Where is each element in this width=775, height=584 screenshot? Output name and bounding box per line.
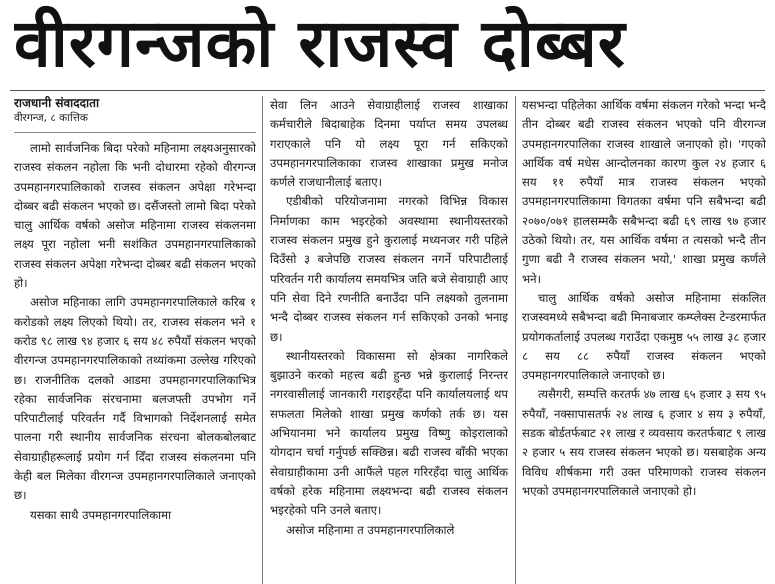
paragraph: असोज महिनाका लागि उपमहानगरपालिकाले करिब १ करोडको लक्ष्य लिएको थियो। तर, राजस्व संकलन भने १ करोड ९८ लाख ९४ हजार ६ सय ४८ रुपैयाँ संकलन भएको वीरगन्ज उपमहानगरपालिकाको तथ्यांकमा उल्लेख गरिएको छ। राजनीतिक दलको आडमा उपमहानगरपालिकाभित्र रहेका सार्वजनिक संरचनामा बलजफ्ती उपभोग गर्ने परिपाटीलाई परिवर्तन गर्दै विभागको निर्देशनलाई समेत पालना गरी स्थानीय सार्वजनिक संरचना बोलकबोलबाट सेवाग्राहीहरूलाई प्रयोग गर्न दिँदा राजस्व संकलनमा पनि केही बल मिलेका वीरगन्ज उपमहानगरपालिकाले जनाएको छ। (14, 295, 256, 503)
article-column-1 (14, 96, 256, 584)
article-headline: वीरगन्जको राजस्व दोब्बर (14, 5, 626, 82)
article-column-3 (522, 96, 766, 584)
dateline: वीरगन्ज, ८ कात्तिक (14, 112, 88, 124)
article-column-2 (270, 96, 508, 584)
column-divider (515, 96, 516, 584)
paragraph: यसभन्दा पहिलेका आर्थिक वर्षमा संकलन गरेको भन्दा भन्दै तीन दोब्बर बढी राजस्व संकलन भएको पनि वीरगन्ज उपमहानगरपालिका राजस्व शाखाले जनाएको हो। 'गएको आर्थिक वर्ष मधेस आन्दोलनका कारण कुल २४ हजार ६ सय ११ रुपैयाँ मात्र राजस्व संकलन भएको उपमहानगरपालिकामा विगतका वर्षमा पनि सबैभन्दा बढी २०७०/०७१ हालसम्मकै सबैभन्दा बढी ६९ लाख ९७ हजार उठेको थियो। तर, यस आर्थिक वर्षमा त त्यसको भन्दै तीन गुणा बढी नै राजस्व संकलन भयो,' शाखा प्रमुख कर्णले भने। (522, 98, 766, 286)
byline-rule (14, 132, 256, 133)
paragraph: स्थानीयस्तरको विकासमा सो क्षेत्रका नागरिकले बुझाउने करको महत्त्व बढी हुन्छ भन्ने कुरालाई निरन्तर नगरवासीलाई जानकारी गराइरहँदा पनि कार्यालयलाई थप सफलता मिलेको शाखा प्रमुख कर्णको तर्क छ। यस अभियानमा भने कार्यालय प्रमुख विष्णु कोइरालाको योगदान चर्चा गर्नुपर्छ सक्छिन्न। बढी राजस्व बाँकी भएका सेवाग्राहीकामा उनी आफैंले पहल गरिरहँदा चालु आर्थिक वर्षको हरेक महिनामा लक्ष्यभन्दा बढी राजस्व संकलन भइरहेको पनि उनले बताए। (270, 348, 508, 518)
paragraph: त्यसैगरी, सम्पत्ति करतर्फ ४७ लाख ६५ हजार ३ सय ९५ रुपैयाँ, नक्सापासतर्फ २४ लाख ६ हजार ४ सय ३ रुपैयाँ, सडक बोर्डतर्फबाट २१ लाख र व्यवसाय करतर्फबाट ९ लाख २ हजार ५ सय राजस्व संकलन भएको छ। यसबाहेक अन्य विविध शीर्षकमा गरी उक्त परिमाणको राजस्व संकलन भएको उपमहानगरपालिकाले जनाएको हो। (522, 387, 766, 498)
byline: राजधानी संवाददाता (14, 96, 100, 110)
paragraph: असोज महिनामा त उपमहानगरपालिकाले (286, 522, 455, 537)
column-divider (262, 96, 263, 584)
paragraph: एडीबीको परियोजनामा नगरको विभिन्न विकास निर्माणका काम भइरहेको अवस्थामा स्थानीयस्तरको राजस्व संकलन प्रमुख हुने कुरालाई मध्यनजर गरी पहिले दिउँसो ३ बजेपछि राजस्व संकलन नगर्ने परिपाटीलाई परिवर्तन गरी कार्यालय समयभित्र जति बजे सेवाग्राही आए पनि सेवा दिने रणनीति बनाउँदा पनि लक्ष्यको तुलनामा भन्दै दोब्बर राजस्व संकलन गर्न सकिएको उनको भनाइ छ। (270, 194, 508, 344)
paragraph: सेवा लिन आउने सेवाग्राहीलाई राजस्व शाखाका कर्मचारीले बिदाबाहेक दिनमा पर्याप्त समय उपलब्ध गराएकाले पनि यो लक्ष्य पूरा गर्न सकिएको उपमहानगरपालिकाका राजस्व शाखाका प्रमुख मनोज कर्णले राजधानीलाई बताए। (270, 98, 508, 190)
paragraph: लामो सार्वजनिक बिदा परेको महिनामा लक्ष्यअनुसारको राजस्व संकलन नहोला कि भनी दोधारमा रहेको वीरगन्ज उपमहानगरपालिकाको राजस्व संकलन अपेक्षा गरेभन्दा दोब्बर बढी संकलन भएको छ। दसैंजस्तो लामो बिदा परेको चालु आर्थिक वर्षको असोज महिनामा राजस्व संकलनमा लक्ष्य पूरा नहोला भनी सशंकित उपमहानगरपालिकाको राजस्व संकलन अपेक्षा गरेभन्दा दोब्बर बढी संकलन भएको हो। (14, 141, 256, 291)
paragraph: यसका साथै उपमहानगरपालिकामा (30, 507, 172, 522)
headline-rule (10, 90, 765, 91)
paragraph: चालु आर्थिक वर्षको असोज महिनामा संकलित राजस्वमध्ये सबैभन्दा बढी मिनाबजार कम्प्लेक्स टेन्डरमार्फत प्रयोगकर्तालाई उपलब्ध गराउँदा एकमुष्ठ ५५ लाख ३८ हजार ८ सय ८८ रुपैयाँ राजस्व संकलन भएको उपमहानगरपालिकाले जनाएको छ। (522, 290, 766, 383)
